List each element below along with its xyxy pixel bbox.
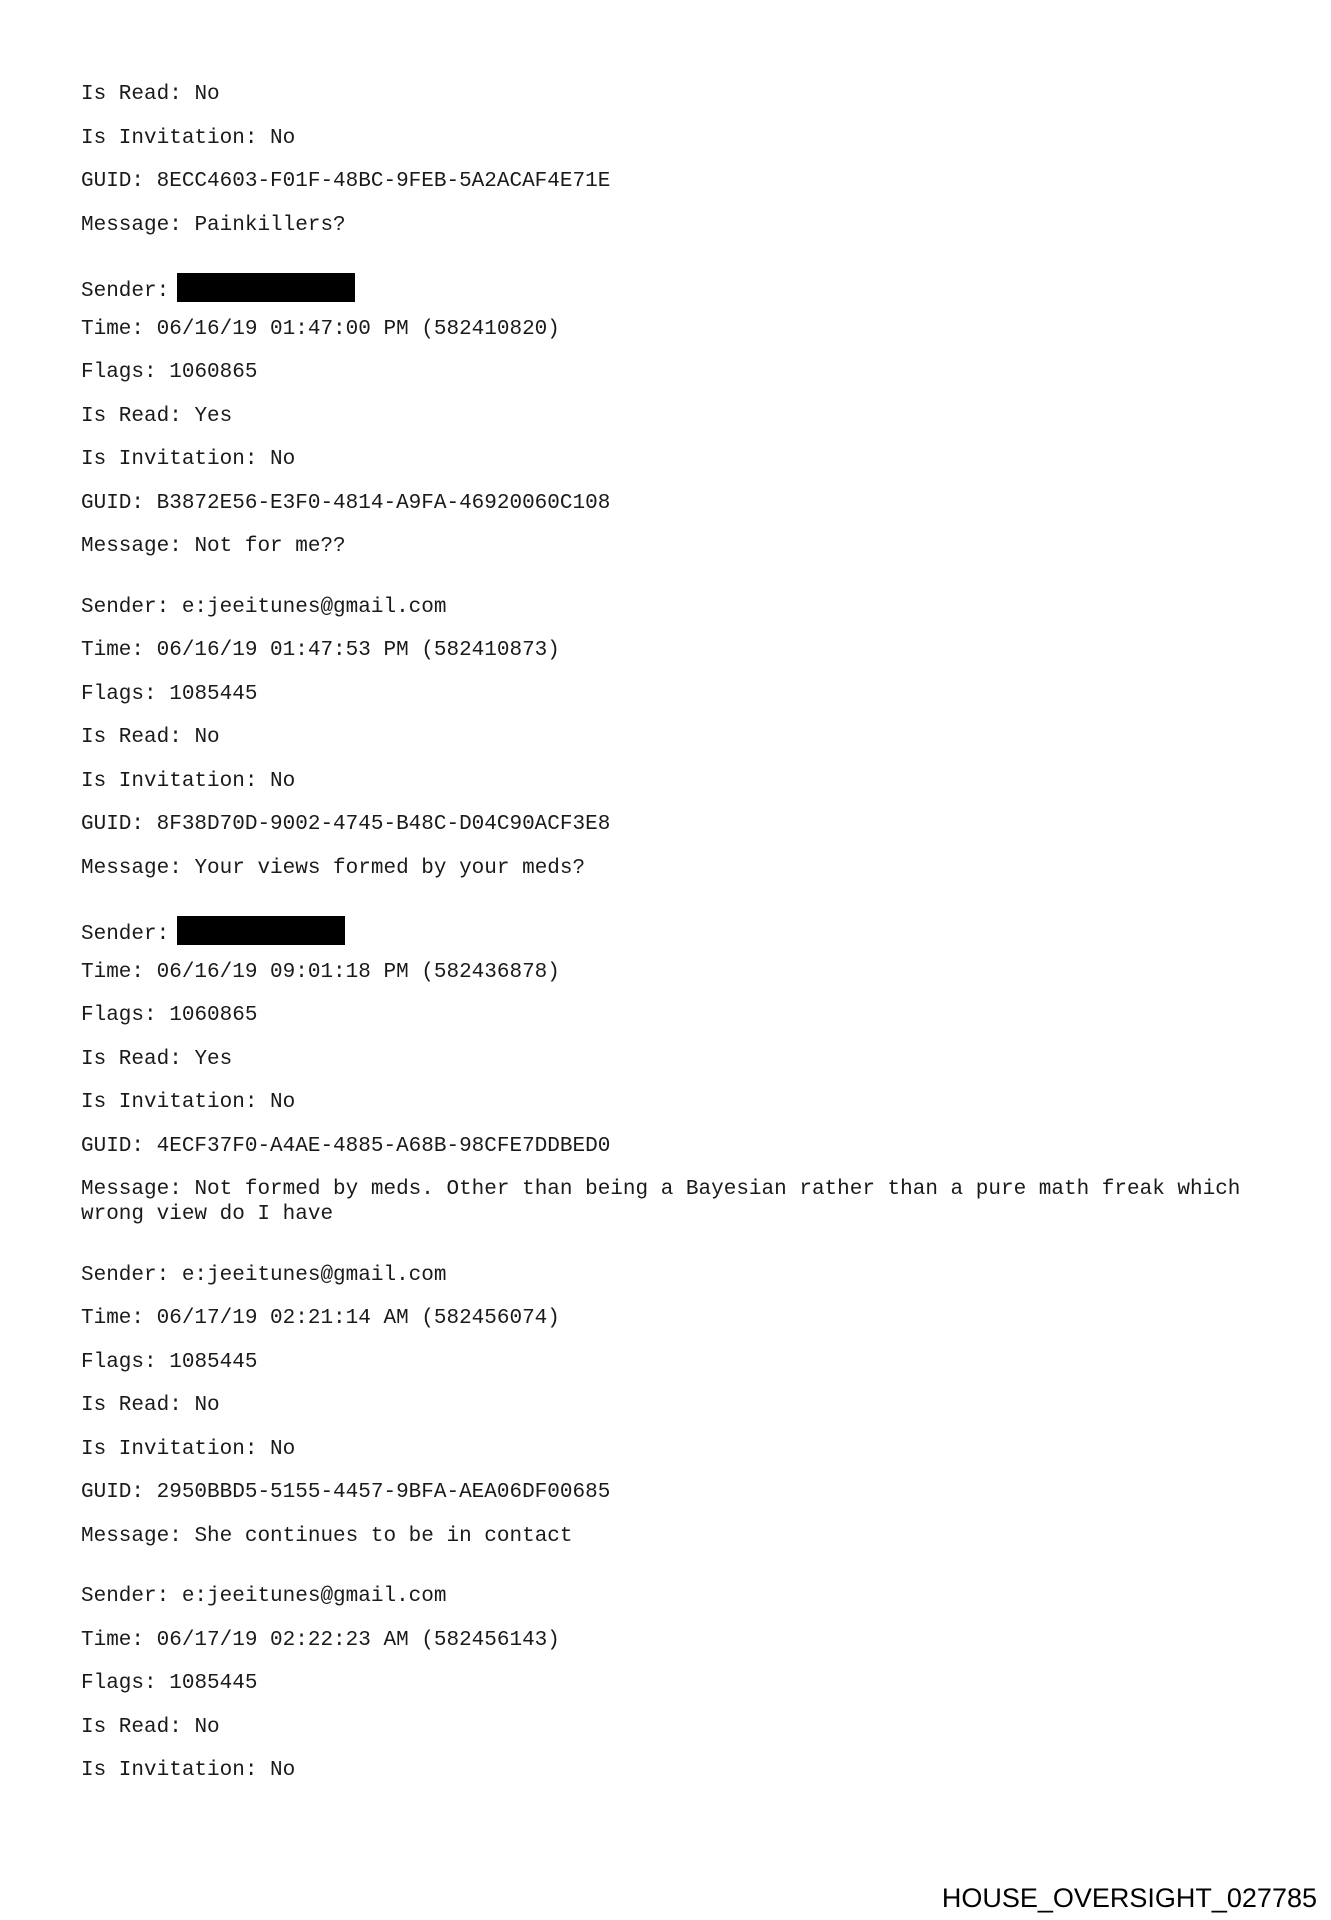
is_read-value: No — [194, 1715, 220, 1739]
guid-value: 8F38D70D-9002-4745-B48C-D04C90ACF3E8 — [156, 813, 611, 836]
is_read-value: No — [194, 726, 220, 749]
sender-label: Sender: — [81, 923, 170, 946]
flags-label: Flags: — [81, 1672, 157, 1695]
is_invitation-label: Is Invitation: — [81, 769, 258, 793]
redaction-box — [177, 916, 345, 945]
is_invitation-label: Is Invitation: — [81, 1759, 258, 1782]
time-line — [81, 1628, 1261, 1653]
guid-value: 2950BBD5-5155-4457-9BFA-AEA06DF00685 — [156, 1481, 611, 1504]
time-line — [81, 638, 1261, 663]
redaction-box — [177, 273, 355, 302]
time-value: 06/17/19 02:22:23 AM (582456143) — [156, 1628, 560, 1652]
guid-value: 4ECF37F0-A4AE-4885-A68B-98CFE7DDBED0 — [156, 1134, 611, 1158]
top-is-invitation: Is Invitation: No — [81, 126, 296, 150]
flags-line — [81, 682, 1261, 707]
is_read-label: Is Read: — [81, 1715, 182, 1739]
is_invitation-value: No — [270, 1437, 296, 1461]
sender-line — [81, 1263, 1261, 1288]
flags-line — [81, 1671, 1261, 1696]
guid-value: B3872E56-E3F0-4814-A9FA-46920060C108 — [156, 491, 611, 515]
flags-value: 1085445 — [169, 682, 258, 706]
flags-value: 1085445 — [169, 1350, 258, 1374]
time-line — [81, 317, 1261, 342]
guid-line — [81, 1480, 1261, 1505]
is_read-label: Is Read: — [81, 726, 182, 749]
sender-line — [81, 273, 1261, 303]
is-invitation-line — [81, 1758, 1261, 1783]
time-label: Time: — [81, 960, 145, 984]
sender-label: Sender: — [81, 280, 170, 303]
guid-label: GUID: — [81, 813, 145, 836]
flags-label: Flags: — [81, 682, 157, 706]
sender-value: e:jeeitunes@gmail.com — [181, 1263, 447, 1287]
is_read-value: No — [194, 1394, 220, 1417]
is_invitation-value: No — [270, 448, 296, 471]
message-line — [81, 534, 1261, 559]
time-label: Time: — [81, 639, 145, 662]
guid-line — [81, 1134, 1261, 1159]
is-read-line — [81, 725, 1261, 750]
message-label: Message: — [81, 1524, 182, 1548]
message-value: Your views formed by your meds? — [194, 856, 586, 880]
time-label: Time: — [81, 1628, 145, 1652]
guid-label: GUID: — [81, 1134, 145, 1158]
time-line — [81, 960, 1261, 985]
sender-label: Sender: — [81, 595, 170, 619]
is_read-label: Is Read: — [81, 1047, 182, 1071]
sender-value: e:jeeitunes@gmail.com — [181, 595, 447, 619]
flags-line — [81, 1350, 1261, 1375]
time-line — [81, 1306, 1261, 1331]
guid-label: GUID: — [81, 1481, 145, 1504]
guid-label: GUID: — [81, 491, 145, 515]
flags-line — [81, 1003, 1261, 1028]
flags-value: 1085445 — [169, 1672, 258, 1695]
record-list — [81, 273, 1261, 1783]
flags-value: 1060865 — [169, 1004, 258, 1027]
message-label: Message: — [81, 535, 182, 558]
sender-line — [81, 916, 1261, 946]
flags-value: 1060865 — [169, 361, 258, 384]
is_invitation-label: Is Invitation: — [81, 1091, 258, 1114]
top-guid: GUID: 8ECC4603-F01F-48BC-9FEB-5A2ACAF4E71E — [81, 170, 611, 193]
time-label: Time: — [81, 1307, 145, 1330]
is-read-line — [81, 1715, 1261, 1740]
message-line — [81, 1177, 1261, 1227]
message-value: She continues to be in contact — [194, 1524, 573, 1548]
is_read-label: Is Read: — [81, 404, 182, 428]
is_invitation-value: No — [270, 1091, 296, 1114]
is_invitation-label: Is Invitation: — [81, 448, 258, 471]
is-read-line — [81, 1393, 1261, 1418]
sender-line — [81, 595, 1261, 620]
is_invitation-value: No — [270, 769, 296, 793]
sender-value: e:jeeitunes@gmail.com — [181, 1585, 447, 1608]
message-label: Message: — [81, 1178, 182, 1201]
guid-line — [81, 491, 1261, 516]
flags-label: Flags: — [81, 1350, 157, 1374]
message-line — [81, 856, 1261, 881]
is-invitation-line — [81, 1437, 1261, 1462]
message-value: Not for me?? — [194, 535, 346, 558]
message-line — [81, 1524, 1261, 1549]
is-invitation-line — [81, 447, 1261, 472]
message-value: Not formed by meds. Other than being a Bayesian rather than a pure math freak which wrong view do I have — [81, 1178, 1254, 1226]
is-invitation-line — [81, 769, 1261, 794]
is-invitation-line — [81, 1090, 1261, 1115]
is_read-value: Yes — [194, 404, 233, 428]
time-label: Time: — [81, 317, 145, 341]
sender-label: Sender: — [81, 1585, 170, 1608]
is_read-label: Is Read: — [81, 1394, 182, 1417]
bates-number: HOUSE_OVERSIGHT_027785 — [941, 1883, 1317, 1913]
time-value: 06/16/19 01:47:00 PM (582410820) — [156, 317, 560, 341]
flags-label: Flags: — [81, 361, 157, 384]
sender-line — [81, 1584, 1261, 1609]
sender-label: Sender: — [81, 1263, 170, 1287]
top-is-read: Is Read: No — [81, 83, 220, 106]
time-value: 06/16/19 09:01:18 PM (582436878) — [156, 960, 560, 984]
message-log — [81, 82, 1261, 1802]
guid-line — [81, 812, 1261, 837]
is_invitation-value: No — [270, 1759, 296, 1782]
top-message: Message: Painkillers? — [81, 213, 346, 237]
flags-label: Flags: — [81, 1004, 157, 1027]
is_invitation-label: Is Invitation: — [81, 1437, 258, 1461]
is-read-line — [81, 404, 1261, 429]
is-read-line — [81, 1047, 1261, 1072]
flags-line — [81, 360, 1261, 385]
message-label: Message: — [81, 856, 182, 880]
time-value: 06/16/19 01:47:53 PM (582410873) — [156, 639, 560, 662]
time-value: 06/17/19 02:21:14 AM (582456074) — [156, 1307, 560, 1330]
is_read-value: Yes — [194, 1047, 233, 1071]
